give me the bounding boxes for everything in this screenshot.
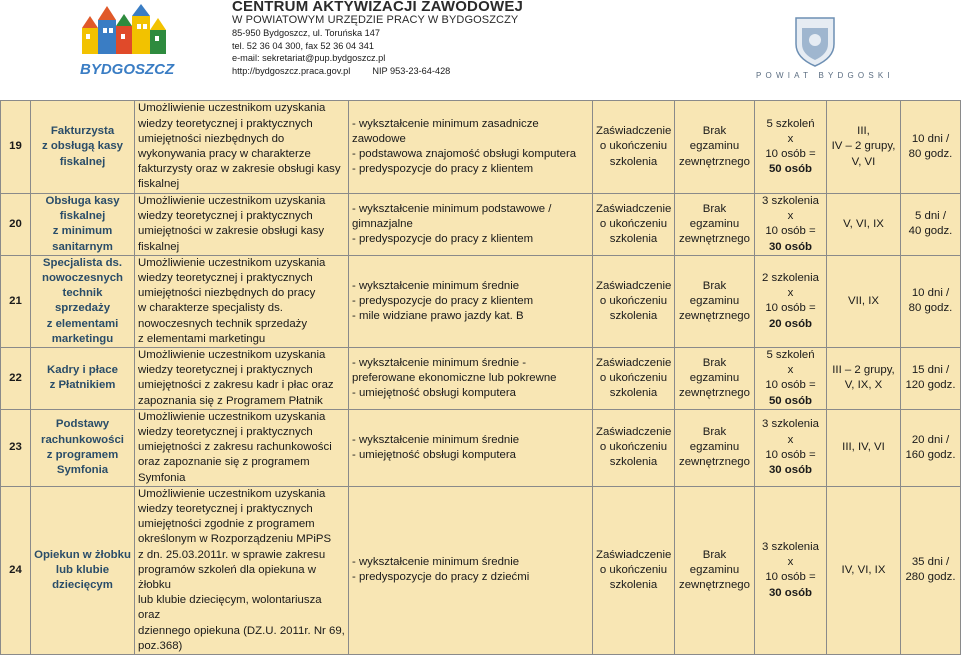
course-groups-line: 10 osób = — [765, 448, 816, 461]
course-groups-line: x — [787, 210, 794, 223]
course-number: 19 — [1, 101, 31, 194]
course-groups-line: x — [787, 132, 794, 145]
course-groups-line: 30 osób — [768, 240, 813, 253]
course-requirements — [349, 101, 593, 194]
course-certificate-line: Zaświadczenie — [596, 125, 672, 138]
course-name-line: Obsługa kasy — [45, 195, 120, 207]
course-requirements-line: - wykształcenie minimum średnie — [352, 279, 520, 292]
course-description-line: umiejętności niezbędnych do — [138, 132, 285, 145]
course-certificate-line: Zaświadczenie — [596, 548, 672, 561]
course-description-line: dziennego opiekuna (DZ.U. 2011r. Nr 69, — [138, 624, 345, 637]
course-duration-line: 80 godz. — [908, 148, 953, 160]
course-name-line: fiskalnej — [59, 155, 106, 168]
course-certificate-line: szkolenia — [609, 233, 658, 245]
course-description-line: Umożliwienie uczestnikom uzyskania — [138, 256, 326, 269]
course-certificate-line: o ukończeniu — [599, 371, 668, 384]
course-name-line: Specjalista ds. — [42, 256, 123, 269]
course-description-line: umiejętności niezbędnych do pracy — [138, 287, 316, 300]
course-name — [31, 194, 135, 256]
course-certificate-line: o ukończeniu — [599, 563, 668, 576]
course-exam-line: zewnętrznego — [679, 579, 750, 592]
course-exam — [675, 194, 755, 256]
course-groups-line: 10 osób = — [765, 302, 816, 315]
course-requirements-line: - mile widziane prawo jazdy kat. B — [352, 310, 524, 323]
course-description-line: wiedzy teoretycznej i praktycznych — [138, 210, 313, 223]
course-groups-line: 10 osób = — [765, 148, 816, 160]
course-groups — [755, 486, 827, 654]
course-duration-line: 10 dni / — [911, 287, 950, 300]
course-duration-line: 280 godz. — [905, 571, 956, 584]
course-groups-line: 3 szkolenia — [762, 541, 819, 554]
course-months — [827, 194, 901, 256]
course-groups — [755, 348, 827, 410]
course-months-line: V, IX, X — [844, 379, 883, 392]
course-number: 21 — [1, 255, 31, 347]
course-months-line: IV, VI, IX — [841, 563, 886, 576]
bydgoszcz-logo-icon — [76, 4, 186, 84]
course-exam-line: Brak egzaminu — [689, 426, 740, 454]
course-name-line: Opiekun w żłobku — [34, 548, 131, 561]
course-duration — [901, 101, 961, 194]
course-groups-line: 5 szkoleń — [766, 117, 815, 130]
course-description-line: Umożliwienie uczestnikom uzyskania — [138, 195, 326, 207]
course-description-line: zapoznania się z Programem Płatnik — [138, 394, 323, 407]
course-description-line: wiedzy teoretycznej i praktycznych — [138, 503, 313, 516]
course-duration — [901, 409, 961, 486]
course-description-line: Symfonia — [138, 471, 186, 484]
course-exam-line: zewnętrznego — [679, 155, 750, 168]
course-description-line: Umożliwienie uczestnikom uzyskania — [138, 349, 326, 362]
course-name-line: Kadry i płace — [47, 364, 118, 377]
course-name-line: z obsługą kasy — [41, 140, 124, 153]
course-groups-line: 50 osób — [768, 163, 813, 176]
course-requirements — [349, 194, 593, 256]
nip: NIP 953-23-64-428 — [372, 65, 451, 76]
course-description-line: Umożliwienie uczestnikom uzyskania — [138, 410, 326, 423]
course-certificate — [593, 255, 675, 347]
course-certificate-line: Zaświadczenie — [596, 426, 672, 439]
course-months-line: IV – 2 grupy, — [831, 140, 896, 153]
course-months-line: III, IV, VI — [842, 441, 885, 454]
website-line — [232, 65, 523, 78]
course-description-line: wiedzy teoretycznej i praktycznych — [138, 426, 313, 439]
course-requirements-line: - wykształcenie minimum średnie — [352, 556, 520, 569]
course-name-line: z minimum — [52, 225, 113, 238]
course-description — [135, 255, 349, 347]
table-body — [1, 101, 961, 655]
course-description-line: z dn. 25.03.2011r. w sprawie zakresu — [138, 548, 326, 561]
course-description-line: Umożliwienie uczestnikom uzyskania — [138, 102, 326, 115]
course-months — [827, 255, 901, 347]
course-exam — [675, 348, 755, 410]
course-groups-line: 10 osób = — [765, 379, 816, 392]
course-certificate-line: Zaświadczenie — [596, 356, 672, 369]
course-months-line: VII, IX — [847, 294, 880, 307]
course-certificate-line: o ukończeniu — [599, 441, 668, 454]
course-groups — [755, 255, 827, 347]
course-duration-line: 15 dni / — [911, 364, 950, 377]
course-number: 20 — [1, 194, 31, 256]
institution-title: CENTRUM AKTYWIZACJI ZAWODOWEJ — [232, 0, 524, 15]
course-name-line: marketingu — [51, 332, 114, 345]
course-months — [827, 486, 901, 654]
course-name — [31, 486, 135, 654]
course-duration — [901, 348, 961, 410]
course-groups — [755, 194, 827, 256]
course-requirements-line: - predyspozycje do pracy z klientem — [352, 294, 534, 307]
course-exam-line: Brak egzaminu — [689, 356, 740, 384]
course-name-line: dziecięcym — [52, 579, 113, 592]
course-description-line: fiskalnej — [138, 240, 180, 253]
course-description-line: fiskalnej — [138, 178, 180, 191]
course-description-line: umiejętności z zakresu rachunkowości — [138, 441, 332, 454]
course-exam — [675, 409, 755, 486]
course-exam-line: Brak egzaminu — [689, 548, 740, 576]
course-name-line: rachunkowości — [41, 433, 124, 446]
course-name-line: technik sprzedaży — [54, 287, 111, 315]
course-description-line: wiedzy teoretycznej i praktycznych — [138, 117, 313, 130]
course-certificate — [593, 194, 675, 256]
course-duration-line: 160 godz. — [905, 448, 956, 461]
course-certificate-line: szkolenia — [609, 387, 658, 400]
course-description-line: wiedzy teoretycznej i praktycznych — [138, 364, 313, 377]
course-name — [31, 348, 135, 410]
course-duration — [901, 194, 961, 256]
course-exam — [675, 255, 755, 347]
course-requirements-line: - wykształcenie minimum zasadnicze — [352, 117, 539, 130]
course-duration-line: 10 dni / — [911, 132, 950, 145]
course-requirements-line: - predyspozycje do pracy z klientem — [352, 233, 534, 245]
course-description-line: wykonywania pracy w charakterze — [138, 148, 311, 160]
course-exam-line: Brak egzaminu — [689, 202, 740, 230]
course-certificate-line: o ukończeniu — [599, 140, 668, 153]
course-description-line: umiejętności w zakresie obsługi kasy — [138, 225, 325, 238]
course-months-line: III, — [857, 125, 870, 138]
course-groups-line: 50 osób — [768, 394, 813, 407]
course-name-line: lub klubie — [55, 563, 110, 576]
course-duration-line: 35 dni / — [911, 556, 950, 569]
course-description — [135, 348, 349, 410]
course-requirements — [349, 486, 593, 654]
email-link[interactable]: e-mail: sekretariat@pup.bydgoszcz.pl — [232, 53, 386, 64]
course-requirements-line: zawodowe — [352, 132, 406, 145]
course-duration-line: 5 dni / — [914, 210, 947, 223]
course-groups-line: x — [787, 287, 794, 300]
course-name — [31, 101, 135, 194]
course-certificate-line: Zaświadczenie — [596, 202, 672, 215]
course-description — [135, 486, 349, 654]
course-groups-line: 30 osób — [768, 464, 813, 477]
course-name — [31, 255, 135, 347]
course-description-line: umiejętności zgodnie z programem — [138, 518, 315, 531]
course-groups-line: 10 osób = — [765, 571, 816, 584]
course-number: 23 — [1, 409, 31, 486]
course-duration-line: 20 dni / — [911, 433, 950, 446]
course-exam-line: zewnętrznego — [679, 456, 750, 469]
course-duration-line: 80 godz. — [908, 302, 953, 315]
course-description — [135, 409, 349, 486]
course-description-line: wiedzy teoretycznej i praktycznych — [138, 272, 313, 285]
course-certificate-line: o ukończeniu — [599, 294, 668, 307]
course-requirements-line: - predyspozycje do pracy z dziećmi — [352, 571, 530, 584]
course-months-line: V, VI — [851, 155, 876, 168]
course-duration-line: 120 godz. — [905, 379, 956, 392]
course-months — [827, 101, 901, 194]
course-name-line: Symfonia — [56, 464, 109, 477]
course-requirements-line: - podstawowa znajomość obsługi komputera — [352, 148, 577, 160]
course-description-line: określonym w Rozporządzeniu MPiPS — [138, 533, 332, 546]
address: 85-950 Bydgoszcz, ul. Toruńska 147 — [232, 28, 380, 38]
course-groups — [755, 101, 827, 194]
courses-table — [0, 100, 961, 655]
course-groups — [755, 409, 827, 486]
phone: tel. 52 36 04 300, fax 52 36 04 341 — [232, 40, 375, 51]
course-requirements-line: preferowane ekonomiczne lub pokrewne — [352, 371, 557, 384]
course-description-line: poz.368) — [138, 639, 183, 652]
course-description-line: nowoczesnych technik sprzedaży — [138, 317, 308, 330]
course-certificate — [593, 486, 675, 654]
course-exam-line: Brak egzaminu — [689, 279, 740, 307]
svg-text:POWIAT BYDGOSKI: POWIAT BYDGOSKI — [756, 71, 894, 80]
course-certificate — [593, 101, 675, 194]
course-requirements — [349, 409, 593, 486]
course-name-line: z Płatnikiem — [49, 379, 116, 392]
course-groups-line: 2 szkolenia — [762, 272, 819, 285]
course-groups-line: 3 szkolenia — [762, 195, 819, 207]
course-groups-line: 5 szkoleń — [766, 349, 815, 362]
course-description — [135, 194, 349, 256]
course-description-line: fakturzysty oraz w zakresie obsługi kasy — [138, 163, 341, 176]
course-name — [31, 409, 135, 486]
course-description-line: oraz zapoznanie się z programem — [138, 456, 310, 469]
course-name-line: fiskalnej — [59, 210, 106, 223]
course-months — [827, 348, 901, 410]
course-description-line: Umożliwienie uczestnikom uzyskania — [138, 487, 326, 500]
course-description — [135, 101, 349, 194]
course-certificate — [593, 409, 675, 486]
institution-subtitle: W POWIATOWYM URZĘDZIE PRACY W BYDGOSZCZY — [232, 14, 519, 26]
course-number: 24 — [1, 486, 31, 654]
course-exam — [675, 101, 755, 194]
course-certificate-line: szkolenia — [609, 310, 658, 323]
course-duration — [901, 486, 961, 654]
course-exam-line: Brak egzaminu — [689, 125, 740, 153]
course-certificate-line: szkolenia — [609, 155, 658, 168]
course-certificate-line: szkolenia — [609, 579, 658, 592]
course-groups-line: x — [787, 433, 794, 446]
course-exam-line: zewnętrznego — [679, 233, 750, 245]
course-description-line: z elementami marketingu — [138, 332, 266, 345]
table-row — [1, 101, 961, 194]
course-requirements-line: - predyspozycje do pracy z klientem — [352, 163, 534, 176]
course-certificate-line: o ukończeniu — [599, 217, 668, 230]
course-requirements-line: - wykształcenie minimum średnie - — [352, 356, 527, 369]
course-requirements-line: - wykształcenie minimum średnie — [352, 433, 520, 446]
course-number: 22 — [1, 348, 31, 410]
course-name-line: nowoczesnych — [41, 272, 124, 285]
course-months-line: V, VI, IX — [843, 217, 884, 230]
course-groups-line: 10 osób = — [765, 225, 816, 238]
course-months — [827, 409, 901, 486]
course-name-line: Podstawy — [55, 418, 110, 431]
course-duration — [901, 255, 961, 347]
course-name-line: sanitarnym — [52, 240, 113, 253]
course-description-line: umiejętności z zakresu kadr i płac oraz — [138, 379, 334, 392]
course-certificate-line: Zaświadczenie — [596, 279, 672, 292]
course-exam-line: zewnętrznego — [679, 310, 750, 323]
letterhead — [0, 0, 960, 96]
course-name-line: Fakturzysta — [50, 125, 115, 138]
course-certificate — [593, 348, 675, 410]
course-requirements — [349, 255, 593, 347]
powiat-logo-icon — [756, 14, 894, 82]
table-row — [1, 486, 961, 654]
course-name-line: z elementami — [46, 317, 119, 330]
course-requirements — [349, 348, 593, 410]
svg-text:BYDGOSZCZ: BYDGOSZCZ — [80, 61, 175, 78]
table-row — [1, 348, 961, 410]
course-description-line: lub klubie dziecięcym, wolontariusza oraz — [138, 594, 322, 622]
institution-info — [232, 0, 523, 77]
course-groups-line: x — [787, 556, 794, 569]
course-months-line: III – 2 grupy, — [832, 364, 895, 377]
course-requirements-line: - umiejętność obsługi komputera — [352, 387, 516, 400]
course-requirements-line: - umiejętność obsługi komputera — [352, 448, 516, 461]
course-requirements-line: gimnazjalne — [352, 217, 413, 230]
course-certificate-line: szkolenia — [609, 456, 658, 469]
course-groups-line: 3 szkolenia — [762, 418, 819, 431]
website-link[interactable]: http://bydgoszcz.praca.gov.pl — [232, 65, 351, 76]
course-duration-line: 40 godz. — [908, 225, 953, 238]
table-row — [1, 409, 961, 486]
course-name-line: z programem — [46, 448, 119, 461]
course-exam — [675, 486, 755, 654]
course-groups-line: 30 osób — [768, 586, 813, 599]
table-row — [1, 255, 961, 347]
course-groups-line: x — [787, 364, 794, 377]
course-requirements-line: - wykształcenie minimum podstawowe / — [352, 202, 552, 215]
course-exam-line: zewnętrznego — [679, 387, 750, 400]
course-description-line: programów szkoleń dla opiekuna w żłobku — [138, 563, 316, 592]
course-description-line: w charakterze specjalisty ds. — [138, 302, 283, 315]
table-row — [1, 194, 961, 256]
course-groups-line: 20 osób — [768, 317, 813, 330]
